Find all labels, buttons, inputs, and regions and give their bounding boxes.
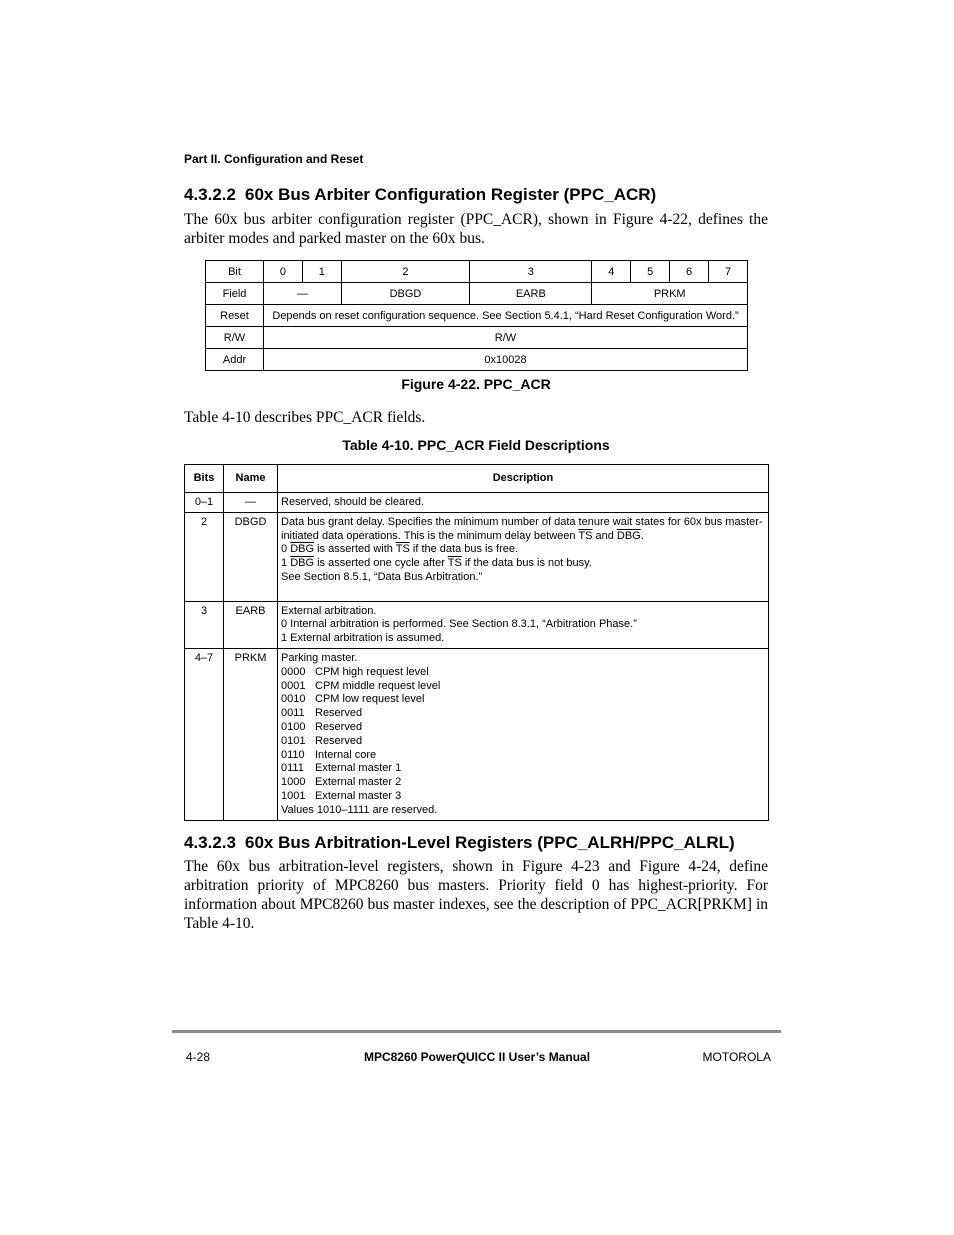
prkm-code-line: 0101 Reserved <box>281 734 363 747</box>
register-field-dbgd: DBGD <box>341 283 470 305</box>
register-reset-label: Reset <box>206 305 264 327</box>
table-row <box>185 512 769 601</box>
table-header-bits: Bits <box>185 465 224 493</box>
register-bit-2: 2 <box>341 261 470 283</box>
footer-manual-title: MPC8260 PowerQUICC II User’s Manual <box>363 1050 591 1064</box>
footer-rule <box>172 1030 781 1033</box>
register-addr-value: 0x10028 <box>264 349 748 371</box>
register-rw-value: R/W <box>264 327 748 349</box>
section-title: 60x Bus Arbiter Configuration Register (PPC_ACR) <box>245 185 657 204</box>
signal-ts: $\overline{TS}$ <box>578 529 593 542</box>
table-header-description: Description <box>278 465 769 493</box>
row-name: DBGD <box>224 512 278 601</box>
prkm-code-line: 0010 CPM low request level <box>281 693 425 706</box>
section-number: 4.3.2.2 <box>184 185 236 204</box>
signal-ts: $\overline{TS}$ <box>395 543 410 556</box>
row-description <box>278 601 769 648</box>
description-line: Data bus grant delay. Specifies the minimum number of data tenure wait states for 60x bus master- <box>281 515 763 528</box>
row-bits: 2 <box>185 512 224 601</box>
footer-page-number: 4-28 <box>186 1050 211 1064</box>
row-name: PRKM <box>224 648 278 820</box>
register-bit-label: Bit <box>206 261 264 283</box>
description-line: 1 $\overline{DBG}$ is asserted one cycle after $\overline{TS}$ if the data bus is not busy. <box>281 557 592 570</box>
table-header-row <box>185 465 769 493</box>
description-line: External arbitration. <box>281 604 377 617</box>
register-addr-label: Addr <box>206 349 264 371</box>
row-bits: 3 <box>185 601 224 648</box>
field-description-table <box>184 464 769 821</box>
register-reset-value: Depends on reset configuration sequence. See Section 5.4.1, “Hard Reset Configuration Word.” <box>264 305 748 327</box>
register-bit-3: 3 <box>470 261 592 283</box>
section-heading-ppc-alr <box>184 833 735 853</box>
figure-caption: Figure 4-22. PPC_ACR <box>401 376 551 392</box>
prkm-code-line: 1001 External master 3 <box>281 789 402 802</box>
row-bits: 0–1 <box>185 493 224 513</box>
section-heading-ppc-acr <box>184 185 656 205</box>
row-description <box>278 648 769 820</box>
description-line: 0 Internal arbitration is performed. See Section 8.3.1, “Arbitration Phase.” <box>281 618 637 631</box>
row-description <box>278 493 769 513</box>
row-name: — <box>224 493 278 513</box>
part-label: Part II. Configuration and Reset <box>184 152 364 166</box>
prkm-code-line: 0011 Reserved <box>281 707 363 720</box>
table-row <box>185 493 769 513</box>
footer-brand: MOTOROLA <box>702 1050 771 1064</box>
register-bit-row <box>206 261 748 283</box>
table-row <box>185 648 769 820</box>
prkm-code-line: 0110 Internal core <box>281 748 377 761</box>
description-line: initiated data operations. This is the minimum delay between $\overline{TS}$ and $\overline{DBG}$. <box>281 529 644 542</box>
prkm-code-line: 0100 Reserved <box>281 720 363 733</box>
description-line: See Section 8.5.1, “Data Bus Arbitration.” <box>281 570 483 583</box>
register-field-reserved: — <box>264 283 342 305</box>
register-rw-row <box>206 327 748 349</box>
signal-dbg: $\overline{DBG}$ <box>290 557 315 570</box>
register-addr-row <box>206 349 748 371</box>
register-bit-1: 1 <box>302 261 341 283</box>
row-bits: 4–7 <box>185 648 224 820</box>
signal-ts: $\overline{TS}$ <box>447 557 462 570</box>
register-diagram-ppc-acr <box>205 260 748 371</box>
description-line: 1 External arbitration is assumed. <box>281 632 445 645</box>
register-rw-label: R/W <box>206 327 264 349</box>
register-bit-0: 0 <box>264 261 303 283</box>
description-line: Parking master. <box>281 651 358 664</box>
table-row <box>185 601 769 648</box>
register-bit-5: 5 <box>631 261 670 283</box>
description-line: Reserved, should be cleared. <box>281 496 425 508</box>
register-bit-7: 7 <box>709 261 748 283</box>
description-line: Values 1010–1111 are reserved. <box>281 803 438 816</box>
register-reset-row <box>206 305 748 327</box>
register-bit-6: 6 <box>670 261 709 283</box>
register-bit-4: 4 <box>592 261 631 283</box>
register-field-label: Field <box>206 283 264 305</box>
signal-dbg: $\overline{DBG}$ <box>616 529 641 542</box>
description-line: 0 $\overline{DBG}$ is asserted with $\overline{TS}$ if the data bus is free. <box>281 543 519 556</box>
table-reference-paragraph: Table 4-10 describes PPC_ACR fields. <box>184 409 426 426</box>
prkm-code-line: 0001 CPM middle request level <box>281 679 441 692</box>
register-field-earb: EARB <box>470 283 592 305</box>
prkm-code-line: 1000 External master 2 <box>281 776 402 789</box>
section-intro-paragraph: The 60x bus arbiter configuration register (PPC_ACR), shown in Figure 4-22, defines the arbiter modes and parked master on the 60x bus. <box>184 211 768 247</box>
section-title: 60x Bus Arbitration-Level Registers (PPC_ALRH/PPC_ALRL) <box>245 833 735 852</box>
section-body-paragraph: The 60x bus arbitration-level registers, shown in Figure 4-23 and Figure 4-24, define arbitration priority of MPC8260 bus masters. Priority field 0 has highest-priority. For information about MPC8260 bus master indexes, see the description of PPC_ACR[PRKM] in Table 4-10. <box>184 858 768 932</box>
table-caption: Table 4-10. PPC_ACR Field Descriptions <box>342 437 610 453</box>
register-field-row <box>206 283 748 305</box>
table-header-name: Name <box>224 465 278 493</box>
prkm-code-line: 0000 CPM high request level <box>281 665 429 678</box>
row-description <box>278 512 769 601</box>
register-field-prkm: PRKM <box>592 283 748 305</box>
row-name: EARB <box>224 601 278 648</box>
signal-dbg: $\overline{DBG}$ <box>290 543 315 556</box>
prkm-code-line: 0111 External master 1 <box>281 762 402 775</box>
section-number: 4.3.2.3 <box>184 833 236 852</box>
